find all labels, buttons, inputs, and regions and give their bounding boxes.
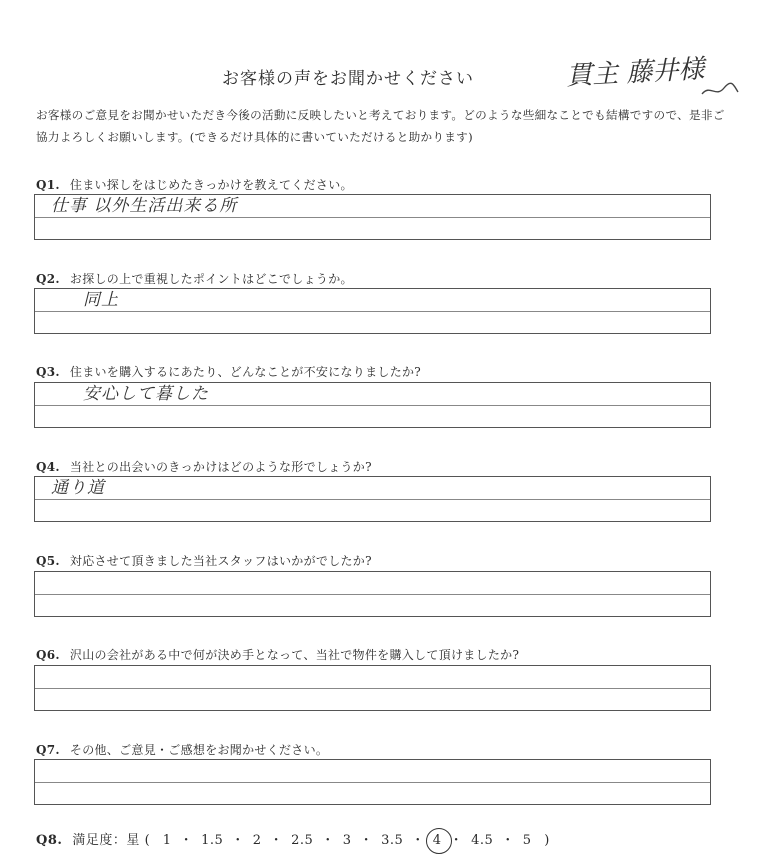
- close-paren: ): [544, 833, 550, 848]
- question-text: 当社との出会いのきっかけはどのような形でしょうか?: [69, 460, 372, 474]
- rating-option-2-5[interactable]: 2.5: [291, 833, 314, 848]
- answer-box-7[interactable]: [34, 759, 711, 805]
- option-separator: ・: [321, 833, 335, 848]
- option-separator: ・: [501, 833, 515, 848]
- answer-box-3[interactable]: [34, 382, 711, 428]
- intro-text: お客様のご意見をお聞かせいただき今後の活動に反映したいと考えております。どのような些細なことでも結構ですので、是非ご協力よろしくお願いします。(できるだけ具体的に書いていただけると助かります): [36, 108, 725, 144]
- ruled-line: [35, 405, 710, 406]
- ruled-line: [35, 782, 710, 783]
- question-8-satisfaction: [36, 829, 550, 848]
- answer-box-1[interactable]: [34, 194, 711, 240]
- option-separator: ・: [449, 833, 464, 848]
- question-2: [36, 270, 353, 287]
- answer-text-1: 仕事 以外生活出来る所: [51, 196, 238, 216]
- ruled-line: [35, 594, 710, 595]
- rating-option-4-5[interactable]: 4.5: [471, 833, 494, 848]
- answer-box-6[interactable]: [34, 665, 711, 711]
- page-title: お客様の声をお聞かせください: [222, 69, 474, 89]
- question-3: [36, 363, 421, 380]
- answer-box-4[interactable]: [34, 476, 711, 522]
- option-separator: ・: [411, 833, 425, 848]
- signature: 貫主 藤井様: [565, 54, 706, 92]
- option-separator: ・: [231, 833, 245, 848]
- question-number: Q4.: [36, 460, 60, 474]
- ruled-line: [35, 499, 710, 500]
- rating-option-3-5[interactable]: 3.5: [381, 833, 404, 848]
- question-text: お探しの上で重視したポイントはどこでしょうか。: [69, 272, 353, 286]
- rating-option-2[interactable]: 2: [252, 833, 262, 848]
- question-text: 住まいを購入するにあたり、どんなことが不安になりましたか?: [69, 365, 422, 379]
- question-4: [36, 458, 372, 475]
- ruled-line: [35, 688, 710, 689]
- question-number: Q6.: [36, 648, 60, 662]
- option-separator: ・: [179, 833, 194, 848]
- answer-text-3: 安心して暮した: [83, 384, 209, 404]
- question-number: Q1.: [36, 178, 60, 192]
- rating-option-1[interactable]: 1: [162, 833, 172, 848]
- question-text: 沢山の会社がある中で何が決め手となって、当社で物件を購入して頂けましたか?: [69, 648, 520, 662]
- satisfaction-label: 満足度：星: [72, 833, 140, 848]
- signature-flourish: [700, 80, 740, 100]
- question-7: [36, 741, 328, 758]
- question-number: Q2.: [36, 272, 60, 286]
- rating-option-3[interactable]: 3: [342, 833, 352, 848]
- rating-options: [155, 833, 540, 848]
- question-number: Q8.: [36, 833, 63, 848]
- answer-box-2[interactable]: [34, 288, 711, 334]
- option-separator: ・: [359, 833, 374, 848]
- question-number: Q3.: [36, 365, 60, 379]
- ruled-line: [35, 311, 710, 312]
- answer-text-4: 通り道: [51, 478, 105, 498]
- rating-option-1-5[interactable]: 1.5: [201, 833, 224, 848]
- rating-option-4[interactable]: 4: [432, 833, 442, 848]
- question-number: Q5.: [36, 554, 60, 568]
- question-text: その他、ご意見・ご感想をお聞かせください。: [69, 743, 329, 757]
- question-6: [36, 646, 519, 663]
- question-number: Q7.: [36, 743, 60, 757]
- question-text: 対応させて頂きました当社スタッフはいかがでしたか?: [69, 554, 372, 568]
- open-paren: (: [144, 833, 151, 848]
- option-separator: ・: [269, 833, 284, 848]
- answer-text-2: 同上: [83, 290, 119, 310]
- question-1: [36, 176, 353, 193]
- rating-option-5[interactable]: 5: [522, 833, 532, 848]
- answer-box-5[interactable]: [34, 571, 711, 617]
- ruled-line: [35, 217, 710, 218]
- question-5: [36, 552, 372, 569]
- question-text: 住まい探しをはじめたきっかけを教えてください。: [69, 178, 353, 192]
